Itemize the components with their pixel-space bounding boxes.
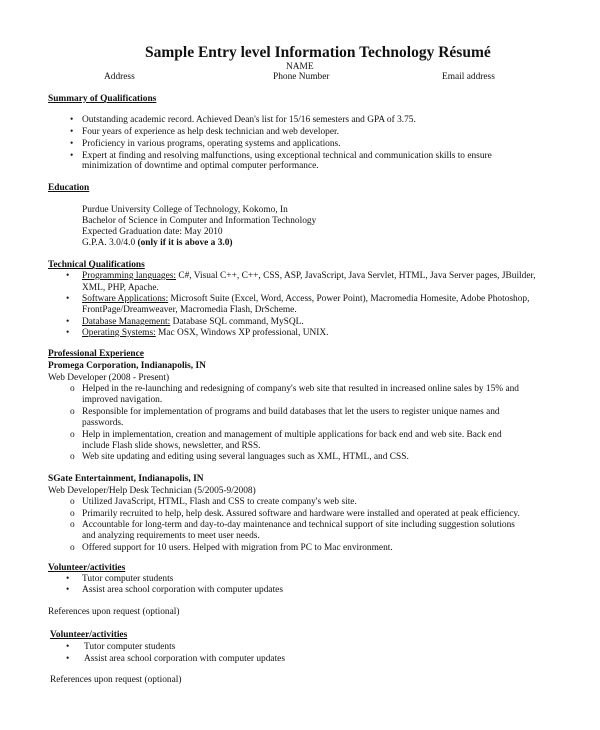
- bullet-circle: o: [70, 520, 75, 530]
- list-item: Four years of experience as help desk technician and web developer.: [82, 127, 339, 137]
- list-item: Responsible for implementation of programs and build databases that let the users to register unique names and: [82, 407, 500, 417]
- phone-placeholder: Phone Number: [273, 72, 330, 82]
- list-item: minimization of downtime and optimal computer performance.: [82, 161, 319, 171]
- bullet-dot: •: [66, 294, 70, 304]
- list-item-cont: include Flash slide shows, newsletter, and RSS.: [82, 441, 261, 451]
- list-item: Web site updating and editing using several languages such as XML, HTML, and CSS.: [82, 452, 409, 462]
- item-text: Database SQL command, MySQL.: [170, 317, 304, 327]
- job2-company: SGate Entertainment, Indianapolis, IN: [48, 474, 204, 484]
- list-item-cont: XML, PHP, Apache.: [82, 283, 159, 293]
- item-label: Software Applications:: [82, 294, 169, 304]
- education-degree: Bachelor of Science in Computer and Information Technology: [82, 216, 317, 226]
- bullet-circle: o: [70, 543, 75, 553]
- bullet-circle: o: [70, 384, 75, 394]
- list-item: [82, 294, 529, 306]
- bullet-circle: o: [70, 497, 75, 507]
- item-label: Programming languages:: [82, 271, 176, 281]
- bullet-circle: o: [70, 430, 75, 440]
- list-item-cont: passwords.: [82, 418, 124, 428]
- list-item: Utilized JavaScript, HTML, Flash and CSS to create company's web site.: [82, 497, 357, 507]
- technical-heading: Technical Qualifications: [48, 260, 145, 270]
- volunteer-heading: Volunteer/activities: [50, 630, 128, 640]
- item-text: C#, Visual C++, C++, CSS, ASP, JavaScript, Java Servlet, HTML, Java Server pages, JBuilder,: [176, 271, 536, 281]
- list-item: Accountable for long-term and day-to-day maintenance and technical support of site including suggestion solutions: [82, 520, 515, 530]
- bullet-dot: •: [66, 574, 70, 584]
- education-heading: Education: [48, 183, 90, 193]
- list-item-cont: and analyzing requirements to meet user needs.: [82, 531, 260, 541]
- bullet-dot: •: [66, 317, 70, 327]
- experience-heading: Professional Experience: [48, 349, 144, 359]
- bullet-circle: o: [70, 509, 75, 519]
- summary-heading: Summary of Qualifications: [48, 94, 157, 104]
- list-item-cont: improved navigation.: [82, 395, 163, 405]
- address-placeholder: Address: [104, 72, 135, 82]
- list-item-cont: FrontPage/Dreamweaver, Macromedia Flash, DrScheme.: [82, 305, 297, 315]
- bullet-circle: o: [70, 407, 75, 417]
- email-placeholder: Email address: [442, 72, 495, 82]
- education-school: Purdue University College of Technology, Kokomo, In: [82, 205, 288, 215]
- item-label: Operating Systems:: [82, 328, 156, 338]
- item-text: Mac OSX, Windows XP professional, UNIX.: [155, 328, 329, 338]
- bullet-dot: •: [66, 328, 70, 338]
- item-label: Database Management:: [82, 317, 171, 327]
- list-item: [82, 328, 329, 340]
- list-item: Expert at finding and resolving malfunctions, using exceptional technical and communication skills to ensure: [82, 151, 492, 161]
- bullet-dot: •: [70, 115, 74, 125]
- item-text: Microsoft Suite (Excel, Word, Access, Power Point), Macromedia Homesite, Adobe Photoshop,: [168, 294, 530, 304]
- job2-role: Web Developer/Help Desk Technician (5/2005-9/2008): [48, 486, 256, 496]
- gpa-note: (only if it is above a 3.0): [137, 238, 233, 248]
- list-item: [82, 271, 536, 283]
- bullet-dot: •: [70, 151, 74, 161]
- resume-title: Sample Entry level Information Technology Résumé: [145, 44, 491, 61]
- education-gpa: [82, 238, 233, 250]
- bullet-dot: •: [66, 654, 70, 664]
- bullet-dot: •: [66, 642, 70, 652]
- list-item: Assist area school corporation with computer updates: [82, 585, 283, 595]
- list-item: Helped in the re-launching and redesigning of company's web site that resulted in increased online sales by 15% and: [82, 384, 519, 394]
- job1-role: Web Developer (2008 - Present): [48, 373, 170, 383]
- bullet-circle: o: [70, 452, 75, 462]
- bullet-dot: •: [66, 271, 70, 281]
- list-item: Tutor computer students: [84, 642, 176, 652]
- name-placeholder: NAME: [286, 62, 314, 72]
- volunteer-heading: Volunteer/activities: [48, 563, 126, 573]
- list-item: Outstanding academic record. Achieved Dean's list for 15/16 semesters and GPA of 3.75.: [82, 115, 416, 125]
- list-item: Tutor computer students: [82, 574, 174, 584]
- list-item: Help in implementation, creation and management of multiple applications for back end and web site. Back end: [82, 430, 502, 440]
- bullet-dot: •: [66, 585, 70, 595]
- references-note: References upon request (optional): [50, 675, 182, 685]
- list-item: [82, 317, 304, 329]
- bullet-dot: •: [70, 127, 74, 137]
- references-note: References upon request (optional): [48, 607, 180, 617]
- list-item: Proficiency in various programs, operating systems and applications.: [82, 139, 341, 149]
- gpa-value: G.P.A. 3.0/4.0: [82, 238, 138, 248]
- bullet-dot: •: [70, 139, 74, 149]
- job1-company: Promega Corporation, Indianapolis, IN: [48, 361, 206, 371]
- list-item: Primarily recruited to help, help desk. Assured software and hardware were installed and operated at peak efficiency.: [82, 509, 520, 519]
- list-item: Offered support for 10 users. Helped with migration from PC to Mac environment.: [82, 543, 393, 553]
- education-graduation: Expected Graduation date: May 2010: [82, 227, 223, 237]
- list-item: Assist area school corporation with computer updates: [84, 654, 285, 664]
